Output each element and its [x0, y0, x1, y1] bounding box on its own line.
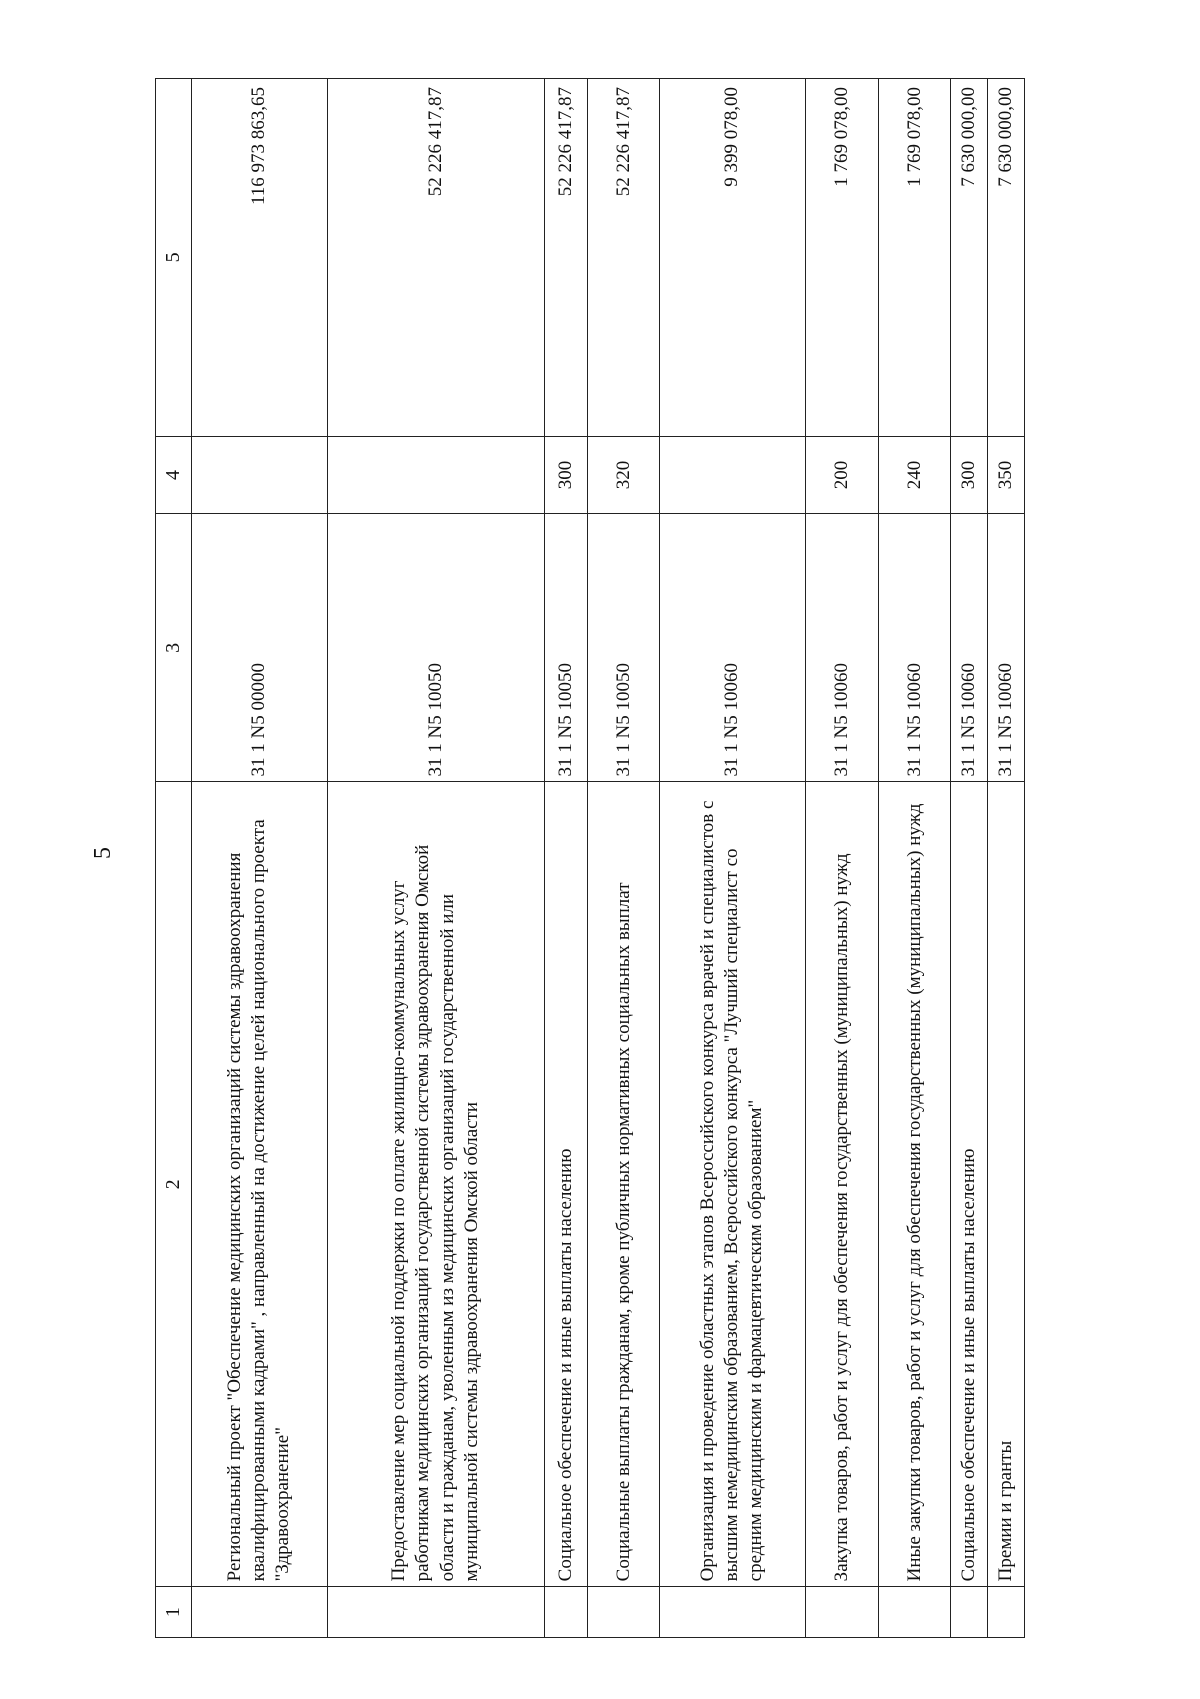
expense-name: Региональный проект "Обеспечение медицинских организаций системы здравоохранения квалифицированными кадрами" , направленный на достижение целей национального проекта "Здравоохранение": [191, 782, 327, 1587]
row-number-cell: [951, 1587, 988, 1638]
row-number-cell: [544, 1587, 587, 1638]
budget-table-sheet: [155, 78, 1025, 1638]
budget-table: [155, 78, 1025, 1638]
expense-kind: [327, 436, 544, 514]
table-row: [951, 79, 988, 1638]
header-col-4: 4: [156, 436, 192, 514]
expense-name: Социальное обеспечение и иные выплаты населению: [544, 782, 587, 1587]
amount: 7 630 000,00: [988, 79, 1025, 437]
table-row: [588, 79, 660, 1638]
header-col-2: 2: [156, 782, 192, 1587]
expense-name: Социальное обеспечение и иные выплаты населению: [951, 782, 988, 1587]
header-col-1: 1: [156, 1587, 192, 1638]
expense-name: Премии и гранты: [988, 782, 1025, 1587]
target-code: 31 1 N5 10050: [588, 514, 660, 782]
expense-name: Предоставление мер социальной поддержки по оплате жилищно-коммунальных услуг работникам медицинских организаций государственной системы здравоохранения Омской области и гражданам, уволенным из медицинских организаций государственной или муниципальной системы здравоохранения Омской области: [327, 782, 544, 1587]
row-number-cell: [879, 1587, 951, 1638]
target-code: 31 1 N5 10060: [879, 514, 951, 782]
target-code: 31 1 N5 10050: [544, 514, 587, 782]
amount: 52 226 417,87: [588, 79, 660, 437]
expense-name: Организация и проведение областных этапов Всероссийского конкурса врачей и специалистов с высшим немедицинским образованием, Всероссийского конкурса "Лучший специалист со средним медицинским и фармацевтическим образованием": [660, 782, 806, 1587]
expense-name: Закупка товаров, работ и услуг для обеспечения государственных (муниципальных) нужд: [805, 782, 879, 1587]
target-code: 31 1 N5 00000: [191, 514, 327, 782]
target-code: 31 1 N5 10060: [660, 514, 806, 782]
row-number-cell: [660, 1587, 806, 1638]
amount: 116 973 863,65: [191, 79, 327, 437]
expense-name: Социальные выплаты гражданам, кроме публичных нормативных социальных выплат: [588, 782, 660, 1587]
row-number-cell: [588, 1587, 660, 1638]
amount: 52 226 417,87: [544, 79, 587, 437]
expense-kind: 240: [879, 436, 951, 514]
amount: 1 769 078,00: [879, 79, 951, 437]
target-code: 31 1 N5 10050: [327, 514, 544, 782]
table-row: [191, 79, 327, 1638]
table-row: [544, 79, 587, 1638]
table-row: [327, 79, 544, 1638]
amount: 1 769 078,00: [805, 79, 879, 437]
header-row: [156, 79, 192, 1638]
amount: 52 226 417,87: [327, 79, 544, 437]
expense-kind: 200: [805, 436, 879, 514]
table-row: [988, 79, 1025, 1638]
expense-kind: 320: [588, 436, 660, 514]
expense-kind: 300: [544, 436, 587, 514]
expense-kind: 350: [988, 436, 1025, 514]
row-number-cell: [805, 1587, 879, 1638]
table-row: [805, 79, 879, 1638]
amount: 7 630 000,00: [951, 79, 988, 437]
row-number-cell: [191, 1587, 327, 1638]
row-number-cell: [327, 1587, 544, 1638]
expense-name: Иные закупки товаров, работ и услуг для обеспечения государственных (муниципальных) нужд: [879, 782, 951, 1587]
amount: 9 399 078,00: [660, 79, 806, 437]
expense-kind: [660, 436, 806, 514]
expense-kind: [191, 436, 327, 514]
target-code: 31 1 N5 10060: [805, 514, 879, 782]
table-row: [660, 79, 806, 1638]
target-code: 31 1 N5 10060: [988, 514, 1025, 782]
header-col-5: 5: [156, 79, 192, 437]
header-col-3: 3: [156, 514, 192, 782]
page-number: 5: [90, 847, 116, 859]
row-number-cell: [988, 1587, 1025, 1638]
expense-kind: 300: [951, 436, 988, 514]
table-row: [879, 79, 951, 1638]
target-code: 31 1 N5 10060: [951, 514, 988, 782]
